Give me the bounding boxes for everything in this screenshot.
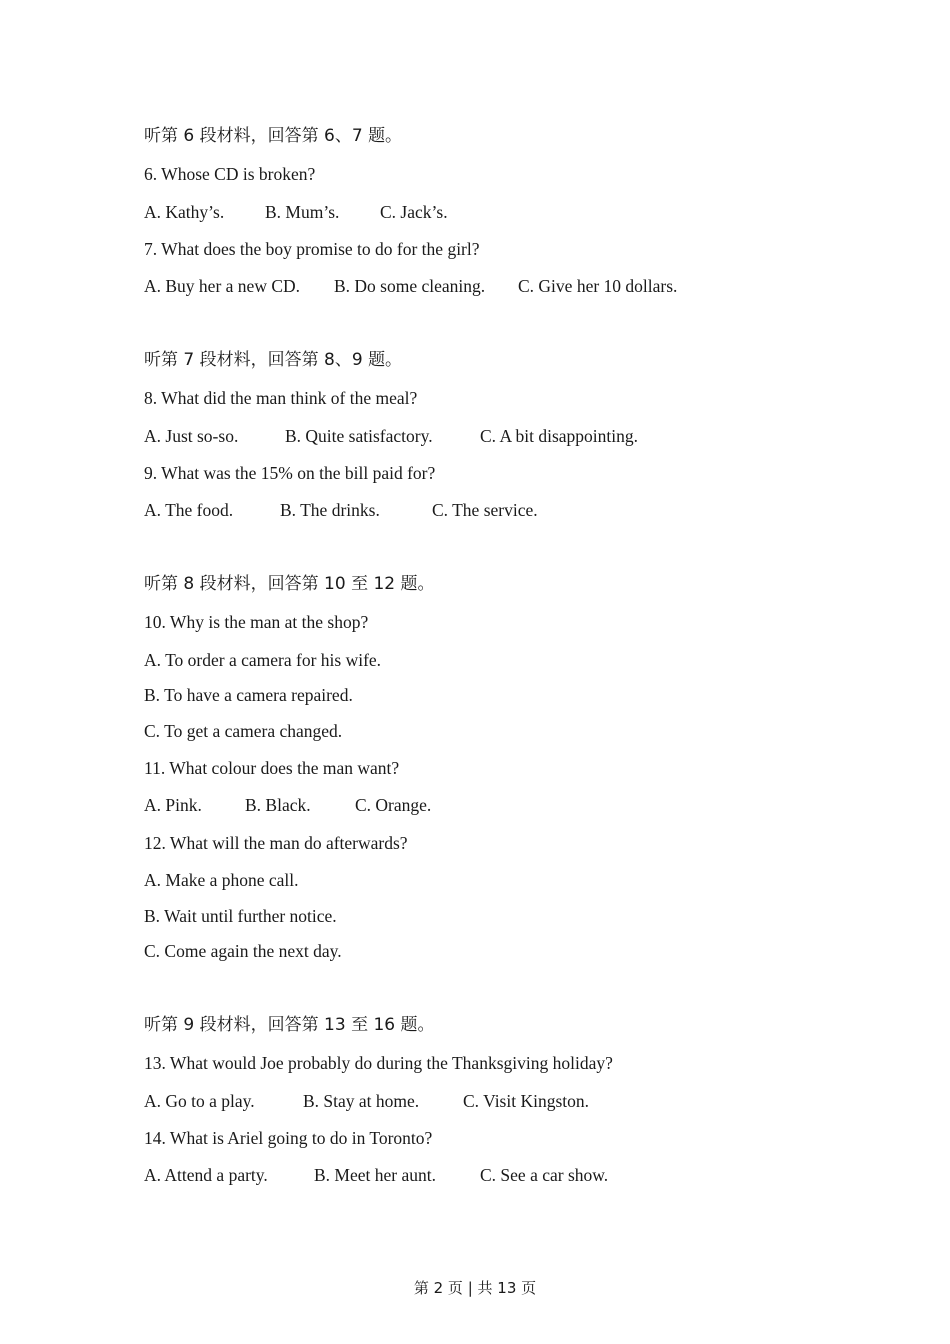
option-row: [144, 1089, 589, 1113]
option-c: C. The service.: [432, 500, 538, 520]
section-heading: 听第 6 段材料，回答第 6、7 题。: [144, 126, 403, 146]
option-c: C. Give her 10 dollars.: [518, 276, 678, 296]
option-c: C. See a car show.: [480, 1165, 609, 1185]
section-heading: 听第 7 段材料，回答第 8、9 题。: [144, 350, 403, 370]
option-b: B. Mum’s.: [265, 202, 340, 222]
option-c: C. To get a camera changed.: [144, 721, 343, 741]
option-c: C. Jack’s.: [380, 202, 448, 222]
page-footer: 第 2 页 | 共 13 页: [413, 1279, 537, 1297]
option-row: [144, 200, 448, 224]
option-a: A. Just so-so.: [144, 426, 239, 446]
option-row: [144, 1163, 608, 1187]
option-a: A. Go to a play.: [144, 1091, 255, 1111]
option-c: C. Come again the next day.: [144, 941, 342, 961]
option-a: A. Buy her a new CD.: [144, 276, 301, 296]
option-b: B. To have a camera repaired.: [144, 685, 353, 705]
option-c: C. A bit disappointing.: [480, 426, 639, 446]
section-heading: 听第 9 段材料，回答第 13 至 16 题。: [144, 1015, 435, 1035]
option-b: B. Stay at home.: [303, 1091, 420, 1111]
option-a: A. The food.: [144, 500, 234, 520]
option-row: [144, 793, 431, 817]
option-b: B. Quite satisfactory.: [285, 426, 433, 446]
option-a: A. Kathy’s.: [144, 202, 225, 222]
option-c: C. Orange.: [355, 795, 432, 815]
question-stem: 13. What would Joe probably do during the Thanksgiving holiday?: [144, 1053, 613, 1073]
option-a: A. Attend a party.: [144, 1165, 268, 1185]
question-stem: 8. What did the man think of the meal?: [144, 388, 418, 408]
option-b: B. Wait until further notice.: [144, 906, 337, 926]
question-stem: 6. Whose CD is broken?: [144, 164, 316, 184]
option-a: A. Make a phone call.: [144, 870, 299, 890]
option-b: B. Do some cleaning.: [334, 276, 486, 296]
option-c: C. Visit Kingston.: [463, 1091, 590, 1111]
option-row: [144, 498, 538, 522]
option-a: A. Pink.: [144, 795, 202, 815]
question-stem: 10. Why is the man at the shop?: [144, 612, 369, 632]
question-stem: 14. What is Ariel going to do in Toronto?: [144, 1128, 433, 1148]
question-stem: 7. What does the boy promise to do for the girl?: [144, 239, 480, 259]
option-row: [144, 274, 677, 298]
option-b: B. The drinks.: [280, 500, 380, 520]
question-stem: 12. What will the man do afterwards?: [144, 833, 408, 853]
question-stem: 11. What colour does the man want?: [144, 758, 400, 778]
option-a: A. To order a camera for his wife.: [144, 650, 382, 670]
section-heading: 听第 8 段材料，回答第 10 至 12 题。: [144, 574, 435, 594]
option-b: B. Meet her aunt.: [314, 1165, 436, 1185]
question-stem: 9. What was the 15% on the bill paid for?: [144, 463, 436, 483]
option-b: B. Black.: [245, 795, 311, 815]
option-row: [144, 424, 638, 448]
